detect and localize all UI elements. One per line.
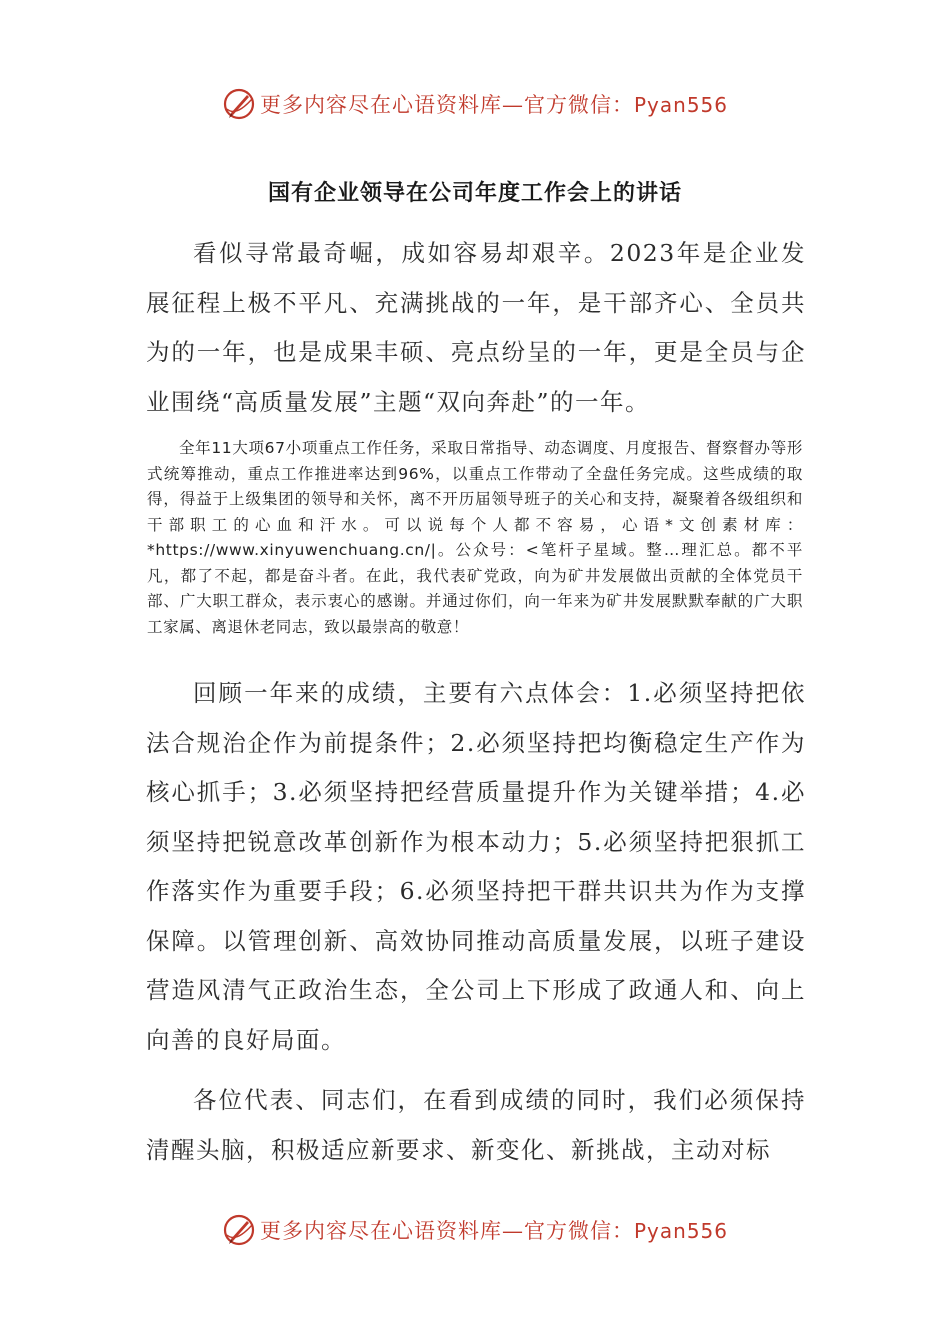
header-wechat-id: Pyan556 xyxy=(633,93,728,117)
footer-banner xyxy=(0,1210,950,1250)
footer-banner-text: 更多内容尽在心语资料库—官方微信：Pyan556 xyxy=(259,1219,728,1243)
pen-logo-icon xyxy=(222,1213,256,1247)
paragraph-3: 回顾一年来的成绩，主要有六点体会：1.必须坚持把依法合规治企作为前提条件；2.必须坚持把均衡稳定生产作为核心抓手；3.必须坚持把经营质量提升作为关键举措；4.必须坚持把锐意改革创新作为根本动力；5.必须坚持把狠抓工作落实作为重要手段；6.必须坚持把干群共识共为作为支撑保障。以管理创新、高效协同推动高质量发展，以班子建设营造风清气正政治生态，全公司上下形成了政通人和、向上向善的良好局面。 xyxy=(146,679,806,1054)
header-banner-text: 更多内容尽在心语资料库—官方微信：Pyan556 xyxy=(259,93,728,117)
pen-logo-icon xyxy=(222,87,256,121)
footer-wechat-id: Pyan556 xyxy=(633,1219,728,1243)
document-title: 国有企业领导在公司年度工作会上的讲话 xyxy=(267,181,682,206)
paragraph-4: 各位代表、同志们，在看到成绩的同时，我们必须保持清醒头脑，积极适应新要求、新变化、新挑战，主动对标 xyxy=(146,1086,806,1164)
header-banner xyxy=(0,84,950,124)
paragraph-2: 全年11大项67小项重点工作任务，采取日常指导、动态调度、月度报告、督察督办等形式统筹推动，重点工作推进率达到96%，以重点工作带动了全盘任务完成。这些成绩的取得，得益于上级集团的领导和关怀，离不开历届领导班子的关心和支持，凝聚着各级组织和干部职工的心血和汗水。可以说每个人都不容易，心语*文创素材库：*https://www.xinyuwenchuang.cn/|。公众号：<笔杆子星域。整…理汇总。都不平凡，都了不起，都是奋斗者。在此，我代表矿党政，向为矿井发展做出贡献的全体党员干部、广大职工群众，表示衷心的感谢。并通过你们，向一年来为矿井发展默默奉献的广大职工家属、离退休老同志，致以最崇高的敬意！ xyxy=(147,439,803,636)
paragraph-1: 看似寻常最奇崛，成如容易却艰辛。2023年是企业发展征程上极不平凡、充满挑战的一年，是干部齐心、全员共为的一年，也是成果丰硕、亮点纷呈的一年，更是全员与企业围绕“高质量发展”主题“双向奔赴”的一年。 xyxy=(146,239,806,416)
